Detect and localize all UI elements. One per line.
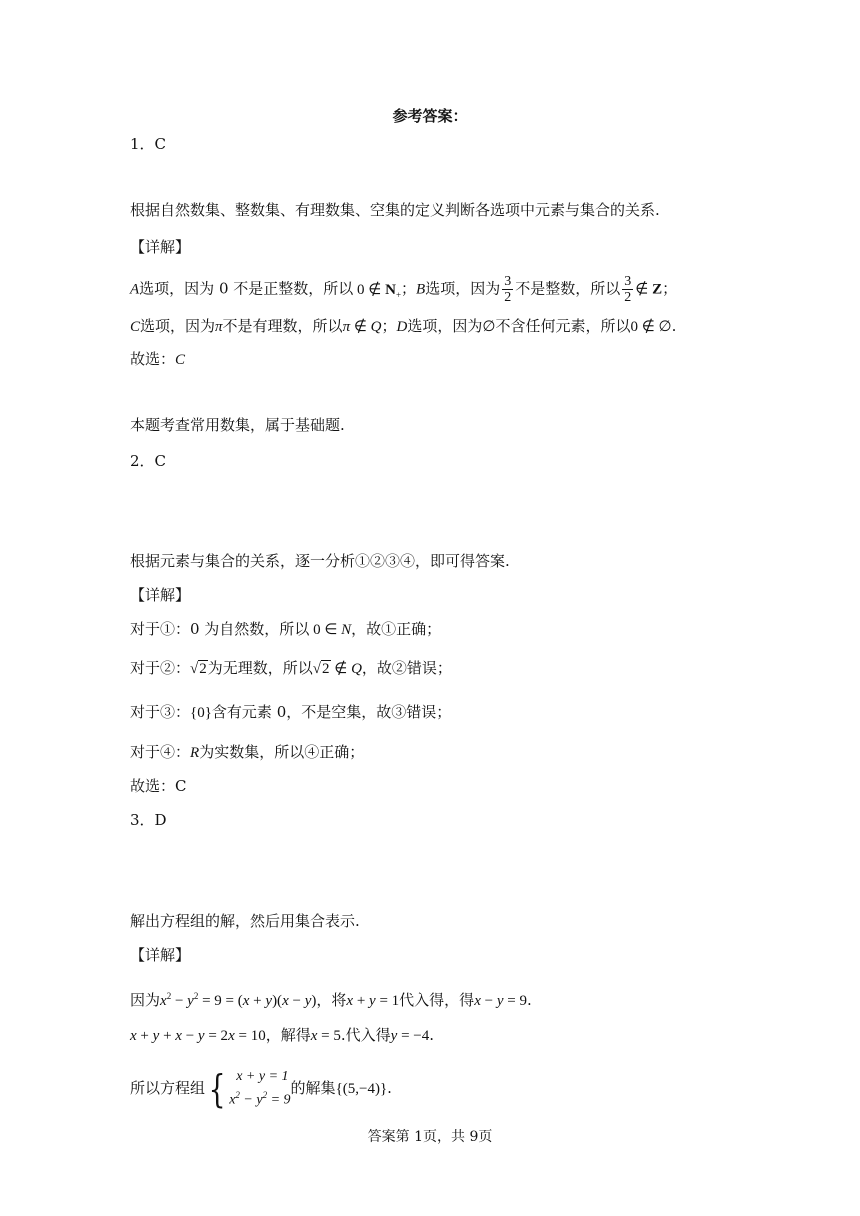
q3-line-1: 因为$x^2 - y^2 = 9 = (x + y)(x - y)$，将x + y = 1代入得，得x − y = 9. <box>130 991 532 1009</box>
q1-comment: 本题考查常用数集，属于基础题. <box>130 416 345 434</box>
q1-number: 1．C <box>130 135 167 153</box>
q3-line-3: 所以方程组 { x + y = 1 $x^2 - y^2 = 9$ 的解集{(5,−4)}. <box>130 1066 392 1111</box>
q2-item-1: 对于①：0 为自然数，所以 0 ∈ N，故①正确； <box>130 620 442 638</box>
q1-detail-label: 【详解】 <box>130 238 191 256</box>
q2-number: 2．C <box>130 452 167 470</box>
q2-item-3: 对于③：{0}含有元素 0，不是空集，故③错误； <box>130 703 452 721</box>
q2-item-4: 对于④：R为实数集，所以④正确； <box>130 743 365 761</box>
q1-choice: 故选：C <box>130 350 186 368</box>
page-footer: 答案第 1页，共 9页 <box>367 1129 493 1145</box>
page-title: 参考答案： <box>392 107 468 125</box>
equation-system: { x + y = 1 $x^2 - y^2 = 9$ <box>208 1066 291 1111</box>
q3-detail-label: 【详解】 <box>130 946 191 964</box>
q1-line-c: C选项，因为π不是有理数，所以π ∉ Q；D选项，因为∅不含任何元素，所以0 ∉ ∅. <box>130 317 677 335</box>
q1-analysis: 根据自然数集、整数集、有理数集、空集的定义判断各选项中元素与集合的关系. <box>130 201 660 219</box>
q1-line-a: A选项，因为 0 不是正整数，所以 0 ∉ $N_+$；B选项，因为 $\frac{3}{2}$ 不是整数，所以 $\frac{3}{2}$ ∉ Z； <box>130 274 678 305</box>
q3-number: 3．D <box>130 811 167 829</box>
q2-choice: 故选：C <box>130 777 187 795</box>
q2-detail-label: 【详解】 <box>130 586 191 604</box>
q2-analysis: 根据元素与集合的关系，逐一分析①②③④，即可得答案. <box>130 552 510 570</box>
q2-item-2: 对于②：√2为无理数，所以√2 ∉ Q，故②错误； <box>130 659 452 677</box>
q3-line-2: x + y + x − y = 2x = 10，解得x = 5.代入得y = −4. <box>130 1026 435 1044</box>
q3-analysis: 解出方程组的解，然后用集合表示. <box>130 912 360 930</box>
